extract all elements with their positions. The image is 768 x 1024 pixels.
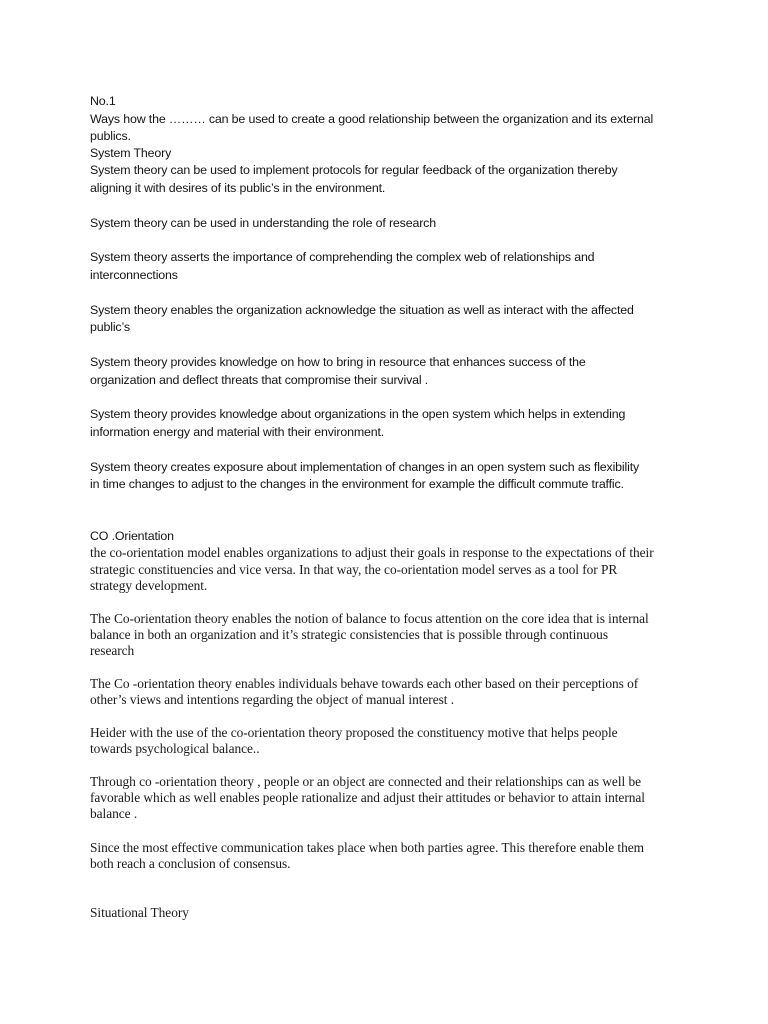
co-orientation-point-6-line-1: Since the most effective communication takes place when both parties agree. This therefore enable them (90, 840, 644, 855)
system-theory-point-4-line-1: System theory enables the organization acknowledge the situation as well as interact with the affected (90, 303, 634, 317)
co-orientation-point-1-line-1: the co-orientation model enables organizations to adjust their goals in response to the expectations of their (90, 545, 654, 560)
co-orientation-point-3-line-2: other’s views and intentions regarding the object of manual interest . (90, 692, 455, 707)
co-orientation-heading: CO .Orientation (90, 529, 174, 543)
system-theory-point-7-line-2: in time changes to adjust to the changes in the environment for example the difficult commute traffic. (90, 477, 624, 491)
co-orientation-point-3-line-1: The Co -orientation theory enables individuals behave towards each other based on their perceptions of (90, 676, 639, 691)
co-orientation-point-5-line-2: favorable which as well enables people rationalize and adjust their attitudes or behavior to attain internal (90, 790, 645, 805)
system-theory-point-3-line-2: interconnections (90, 268, 178, 282)
co-orientation-point-1-line-3: strategy development. (90, 578, 208, 593)
co-orientation-point-5-line-1: Through co -orientation theory , people or an object are connected and their relationships can as well be (90, 774, 641, 789)
system-theory-point-5-line-1: System theory provides knowledge on how to bring in resource that enhances success of the (90, 355, 586, 369)
co-orientation-point-1-line-2: strategic constituencies and vice versa. In that way, the co-orientation model serves as a tool for PR (90, 562, 618, 577)
system-theory-heading: System Theory (90, 146, 172, 160)
co-orientation-point-6-line-2: both reach a conclusion of consensus. (90, 856, 291, 871)
co-orientation-point-4-line-2: towards psychological balance.. (90, 741, 260, 756)
co-orientation-point-4-line-1: Heider with the use of the co-orientation theory proposed the constituency motive that helps people (90, 725, 618, 740)
system-theory-point-5-line-2: organization and deflect threats that compromise their survival . (90, 373, 429, 387)
question-text-line-1: Ways how the ……… can be used to create a good relationship between the organization and its external (90, 112, 654, 126)
question-text-line-2: publics. (90, 129, 131, 143)
situational-theory-heading: Situational Theory (90, 905, 189, 920)
system-theory-point-6-line-2: information energy and material with their environment. (90, 425, 385, 439)
co-orientation-point-2-line-1: The Co-orientation theory enables the notion of balance to focus attention on the core idea that is internal (90, 611, 649, 626)
system-theory-point-6-line-1: System theory provides knowledge about organizations in the open system which helps in extending (90, 407, 626, 421)
system-theory-point-1-line-1: System theory can be used to implement protocols for regular feedback of the organization thereby (90, 163, 618, 177)
system-theory-point-4-line-2: public’s (90, 320, 130, 334)
co-orientation-point-5-line-3: balance . (90, 806, 138, 821)
system-theory-point-1-line-2: aligning it with desires of its public’s in the environment. (90, 181, 386, 195)
system-theory-point-3-line-1: System theory asserts the importance of comprehending the complex web of relationships and (90, 250, 595, 264)
system-theory-point-2-line-1: System theory can be used in understanding the role of research (90, 216, 436, 230)
system-theory-point-7-line-1: System theory creates exposure about implementation of changes in an open system such as flexibility (90, 460, 640, 474)
question-number: No.1 (90, 94, 116, 108)
co-orientation-point-2-line-2: balance in both an organization and it’s strategic consistencies that is possible through continuous (90, 627, 608, 642)
co-orientation-point-2-line-3: research (90, 643, 135, 658)
